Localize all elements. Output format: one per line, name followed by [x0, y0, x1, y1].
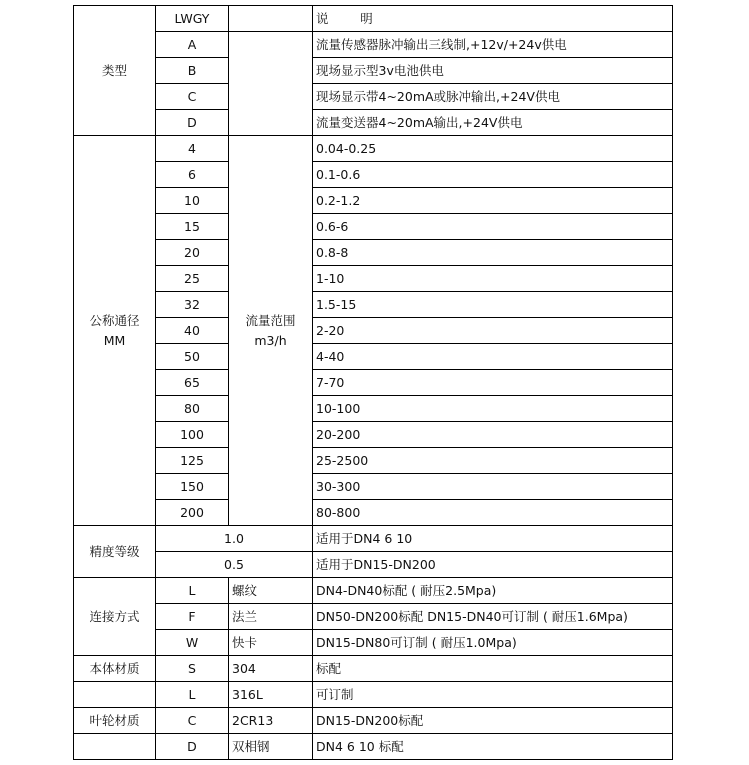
flow-range-label [229, 136, 313, 526]
type-description: 流量变送器4~20mA输出,+24V供电 [313, 110, 673, 136]
nominal-diameter: 6 [156, 162, 229, 188]
type-row [74, 32, 673, 58]
material-code: S [156, 656, 229, 682]
accuracy-grade: 0.5 [156, 552, 313, 578]
spec-table [73, 5, 673, 760]
flow-range: 0.2-1.2 [313, 188, 673, 214]
type-label: 类型 [74, 6, 156, 136]
type-description: 现场显示型3v电池供电 [313, 58, 673, 84]
flow-range: 1.5-15 [313, 292, 673, 318]
connection-name: 快卡 [229, 630, 313, 656]
connection-code: F [156, 604, 229, 630]
type-code: C [156, 84, 229, 110]
nominal-diameter: 50 [156, 344, 229, 370]
material-name: 316L [229, 682, 313, 708]
material-description: DN4 6 10 标配 [313, 734, 673, 760]
flow-range: 25-2500 [313, 448, 673, 474]
material-code: C [156, 708, 229, 734]
body-material-row [74, 656, 673, 682]
connection-description: DN4-DN40标配 ( 耐压2.5Mpa) [313, 578, 673, 604]
diameter-row [74, 370, 673, 396]
diameter-row [74, 448, 673, 474]
flow-range: 0.8-8 [313, 240, 673, 266]
connection-code: W [156, 630, 229, 656]
type-description: 现场显示带4~20mA或脉冲输出,+24V供电 [313, 84, 673, 110]
diameter-row [74, 500, 673, 526]
diameter-unit: MM [103, 332, 126, 348]
empty-cell [229, 32, 313, 136]
accuracy-description: 适用于DN15-DN200 [313, 552, 673, 578]
description-header: 说 明 [313, 6, 673, 32]
nominal-diameter: 125 [156, 448, 229, 474]
empty-cell [74, 682, 156, 708]
material-description: 可订制 [313, 682, 673, 708]
connection-description: DN15-DN80可订制 ( 耐压1.0Mpa) [313, 630, 673, 656]
connection-row [74, 578, 673, 604]
accuracy-row [74, 526, 673, 552]
diameter-row [74, 396, 673, 422]
body-material-row [74, 682, 673, 708]
impeller-material-row [74, 708, 673, 734]
nominal-diameter: 4 [156, 136, 229, 162]
nominal-diameter: 100 [156, 422, 229, 448]
diameter-row [74, 422, 673, 448]
diameter-row [74, 240, 673, 266]
flow-range: 20-200 [313, 422, 673, 448]
flow-range: 1-10 [313, 266, 673, 292]
body-material-label: 本体材质 [74, 656, 156, 682]
connection-label: 连接方式 [74, 578, 156, 656]
type-code: A [156, 32, 229, 58]
nominal-diameter: 40 [156, 318, 229, 344]
diameter-row [74, 474, 673, 500]
flow-range: 7-70 [313, 370, 673, 396]
diameter-row [74, 292, 673, 318]
nominal-diameter: 200 [156, 500, 229, 526]
material-code: L [156, 682, 229, 708]
flow-range: 0.1-0.6 [313, 162, 673, 188]
accuracy-label: 精度等级 [74, 526, 156, 578]
material-description: DN15-DN200标配 [313, 708, 673, 734]
flow-range: 30-300 [313, 474, 673, 500]
diameter-row [74, 188, 673, 214]
type-row [74, 110, 673, 136]
diameter-row [74, 318, 673, 344]
connection-description: DN50-DN200标配 DN15-DN40可订制 ( 耐压1.6Mpa) [313, 604, 673, 630]
diameter-row [74, 344, 673, 370]
diameter-row [74, 162, 673, 188]
nominal-diameter: 15 [156, 214, 229, 240]
flow-range: 0.6-6 [313, 214, 673, 240]
impeller-material-row [74, 734, 673, 760]
type-code: B [156, 58, 229, 84]
material-code: D [156, 734, 229, 760]
flow-range: 0.04-0.25 [313, 136, 673, 162]
flow-range: 80-800 [313, 500, 673, 526]
nominal-diameter: 150 [156, 474, 229, 500]
diameter-label-text: 公称通径 [89, 312, 140, 328]
connection-name: 螺纹 [229, 578, 313, 604]
diameter-label [74, 136, 156, 526]
connection-row [74, 630, 673, 656]
type-description: 流量传感器脉冲输出三线制,+12v/+24v供电 [313, 32, 673, 58]
diameter-row [74, 266, 673, 292]
accuracy-row [74, 552, 673, 578]
model-code: LWGY [156, 6, 229, 32]
connection-row [74, 604, 673, 630]
flow-range-unit: m3/h [254, 332, 287, 348]
connection-name: 法兰 [229, 604, 313, 630]
material-name: 双相钢 [229, 734, 313, 760]
type-row [74, 84, 673, 110]
material-name: 2CR13 [229, 708, 313, 734]
flow-range-label-text: 流量范围 [245, 312, 296, 328]
nominal-diameter: 80 [156, 396, 229, 422]
type-row [74, 58, 673, 84]
type-code: D [156, 110, 229, 136]
impeller-material-label: 叶轮材质 [74, 708, 156, 734]
diameter-row [74, 214, 673, 240]
header-row [74, 6, 673, 32]
flow-range: 10-100 [313, 396, 673, 422]
nominal-diameter: 20 [156, 240, 229, 266]
empty-cell [229, 6, 313, 32]
connection-code: L [156, 578, 229, 604]
accuracy-grade: 1.0 [156, 526, 313, 552]
flow-range: 4-40 [313, 344, 673, 370]
flow-range: 2-20 [313, 318, 673, 344]
material-name: 304 [229, 656, 313, 682]
diameter-row [74, 136, 673, 162]
nominal-diameter: 25 [156, 266, 229, 292]
nominal-diameter: 32 [156, 292, 229, 318]
accuracy-description: 适用于DN4 6 10 [313, 526, 673, 552]
empty-cell [74, 734, 156, 760]
nominal-diameter: 10 [156, 188, 229, 214]
nominal-diameter: 65 [156, 370, 229, 396]
material-description: 标配 [313, 656, 673, 682]
